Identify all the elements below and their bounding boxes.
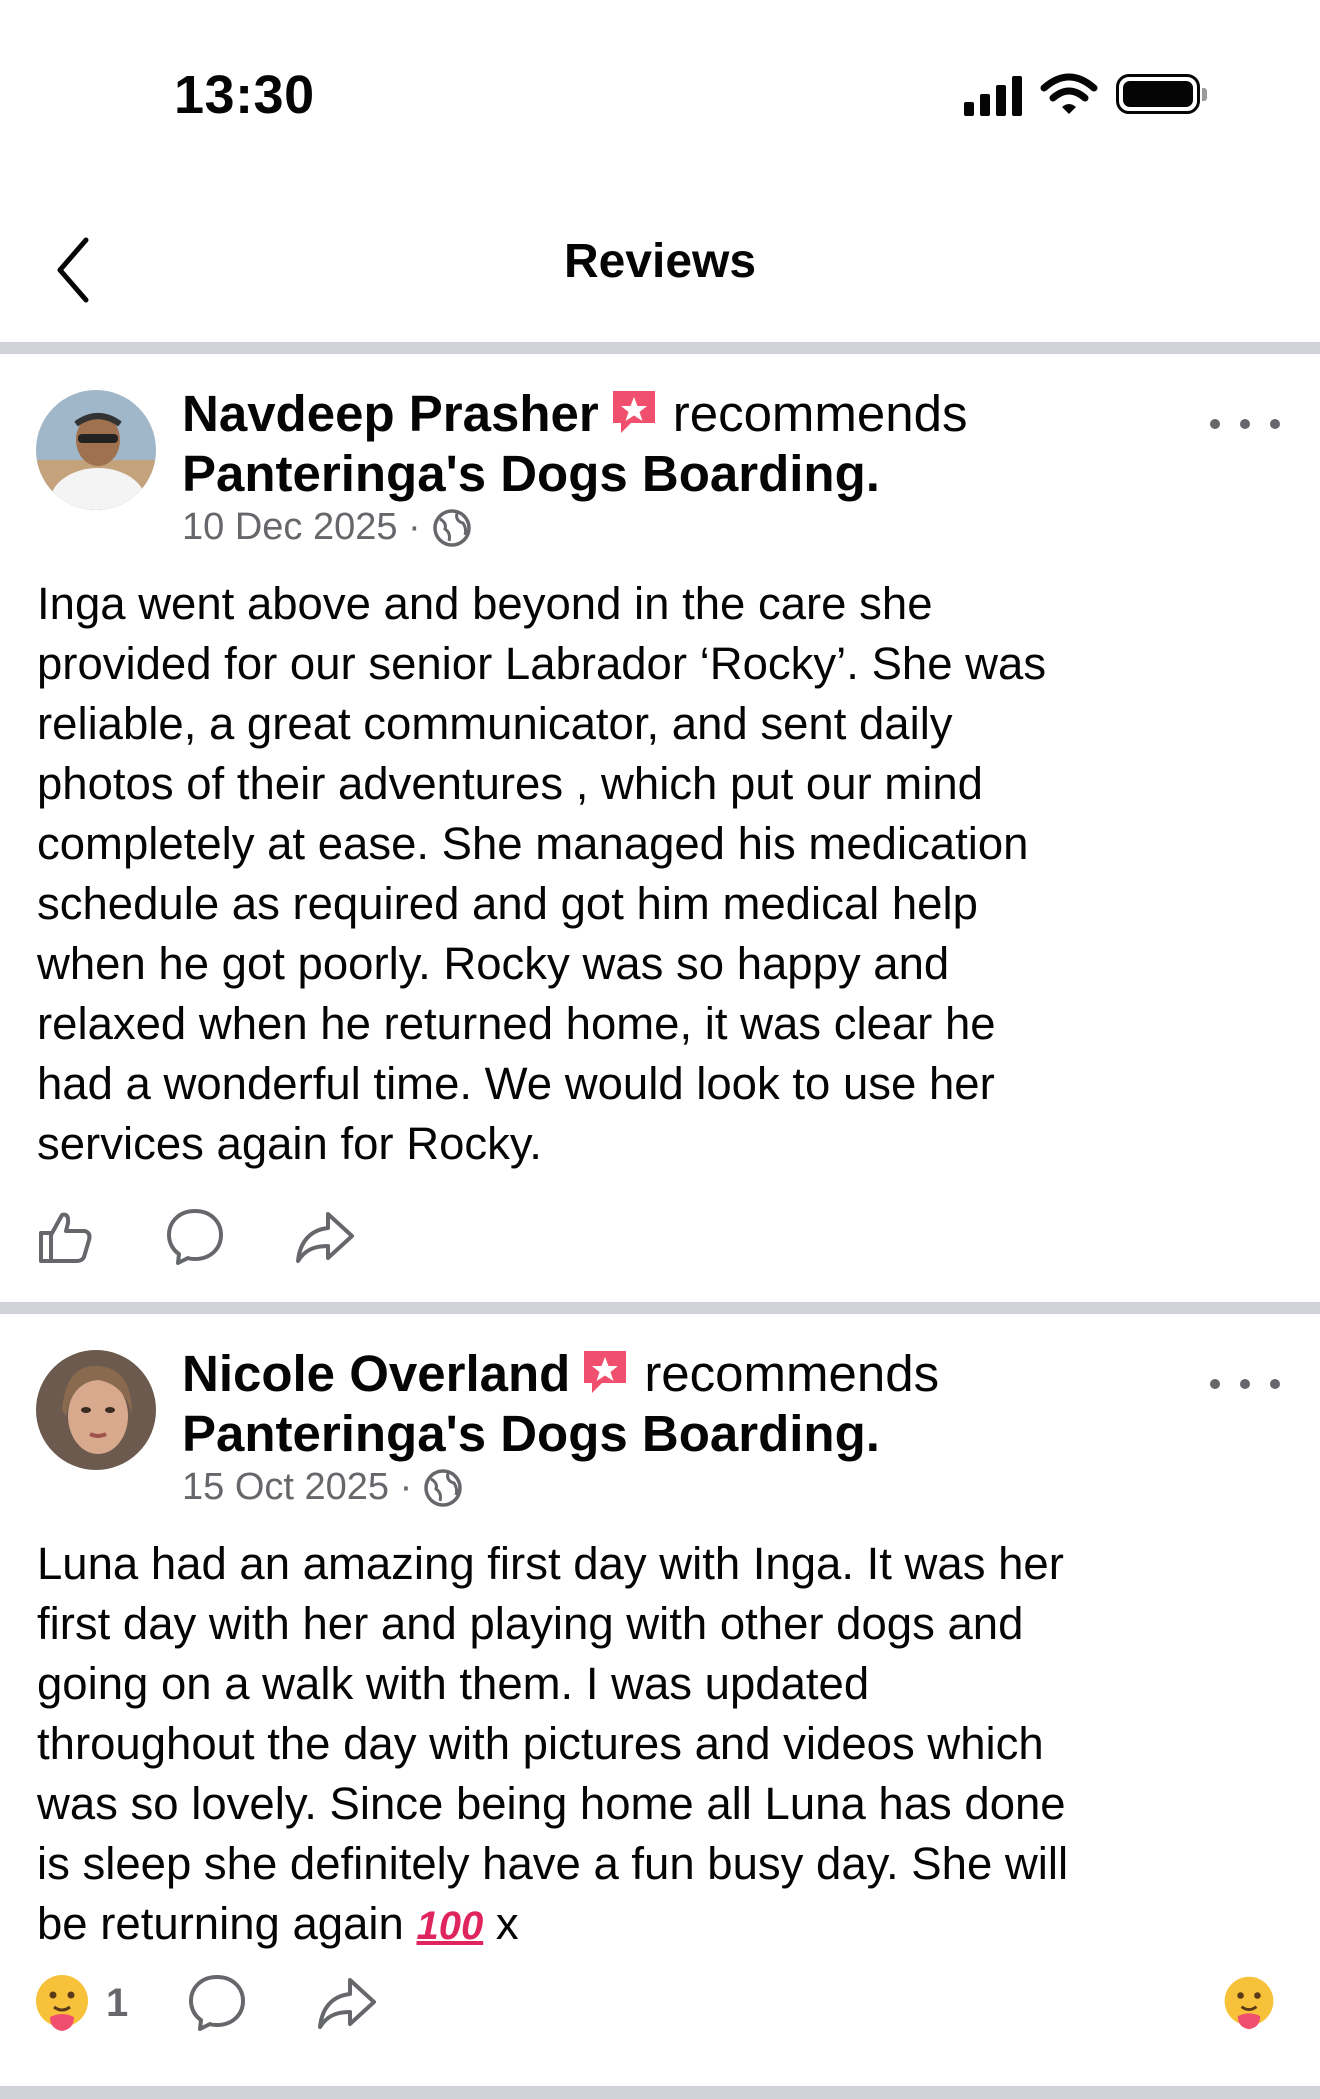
globe-icon: [422, 1467, 464, 1509]
reaction-summary[interactable]: [30, 1971, 128, 2035]
business-name[interactable]: Panteringa's Dogs Boarding.: [182, 445, 880, 502]
review-date[interactable]: 10 Dec 2025 ·: [182, 506, 421, 548]
review-actions: [30, 1968, 382, 2038]
like-button[interactable]: [30, 1202, 100, 1272]
avatar[interactable]: [36, 390, 156, 510]
review-date[interactable]: 15 Oct 2025 ·: [182, 1466, 413, 1508]
share-button[interactable]: [312, 1968, 382, 2038]
review-header-line: [182, 384, 968, 450]
signal-icon: [964, 72, 1022, 116]
section-divider: [0, 1302, 1320, 1314]
like-icon: [35, 1207, 95, 1267]
section-divider: [0, 342, 1320, 354]
review-text: [37, 1534, 1287, 1956]
review-meta: [182, 506, 473, 549]
status-icons: [964, 72, 1200, 116]
avatar[interactable]: [36, 1350, 156, 1470]
review-meta: [182, 1466, 464, 1509]
comment-icon: [186, 1972, 248, 2034]
review-card: [0, 1314, 1320, 2084]
author-name[interactable]: Navdeep Prasher: [182, 385, 599, 442]
review-actions: [30, 1202, 360, 1272]
share-icon: [316, 1972, 378, 2034]
status-time: 13:30: [174, 65, 315, 125]
globe-icon: [431, 507, 473, 549]
reaction-count: 1: [106, 1980, 129, 2025]
section-divider: [0, 2086, 1320, 2099]
review-header-line: [182, 1344, 939, 1410]
status-bar: [0, 0, 1320, 150]
more-options-icon: [1210, 1379, 1220, 1389]
page-title: Reviews: [563, 235, 757, 288]
comment-button[interactable]: [160, 1202, 230, 1272]
review-body-end: x: [483, 1898, 519, 1949]
review-body: Luna had an amazing first day with Inga. It was her first day with her and playing with other dogs and going on a walk with them. I was updated throughout the day with pictures and videos which was so lovely. Since being home all Luna has done is sleep she definitely have a fun busy day. She will be returning again: [37, 1538, 1069, 1949]
hundred-points-emoji: 100: [416, 1904, 484, 1948]
share-button[interactable]: [290, 1202, 360, 1272]
share-icon: [294, 1206, 356, 1268]
recommends-text: recommends: [644, 1345, 940, 1402]
review-text: Inga went above and beyond in the care she provided for our senior Labrador ‘Rocky’. She was reliable, a great communicator, and sent daily photos of their adventures , which put our mind completely at ease. She managed his medication schedule as required and got him medical help when he got poorly. Rocky was so happy and relaxed when he returned home, it was clear he had a wonderful time. We would look to use her services again for Rocky.: [37, 578, 1047, 1169]
comment-icon: [164, 1206, 226, 1268]
business-name[interactable]: Panteringa's Dogs Boarding.: [182, 1405, 880, 1462]
care-reaction-icon: [30, 1971, 94, 2035]
wifi-icon: [1040, 72, 1098, 116]
author-name[interactable]: Nicole Overland: [182, 1345, 571, 1402]
react-button[interactable]: [1214, 1968, 1284, 2038]
more-options-button[interactable]: [1210, 404, 1280, 444]
recommends-text: recommends: [672, 385, 968, 442]
battery-icon: [1116, 74, 1200, 114]
review-card: [0, 354, 1320, 1304]
recommend-badge-icon: [609, 387, 659, 450]
header: [0, 190, 1320, 340]
comment-button[interactable]: [182, 1968, 252, 2038]
care-reaction-icon: [1219, 1973, 1279, 2033]
more-options-button[interactable]: [1210, 1364, 1280, 1404]
recommend-badge-icon: [580, 1347, 630, 1410]
more-options-icon: [1210, 419, 1220, 429]
